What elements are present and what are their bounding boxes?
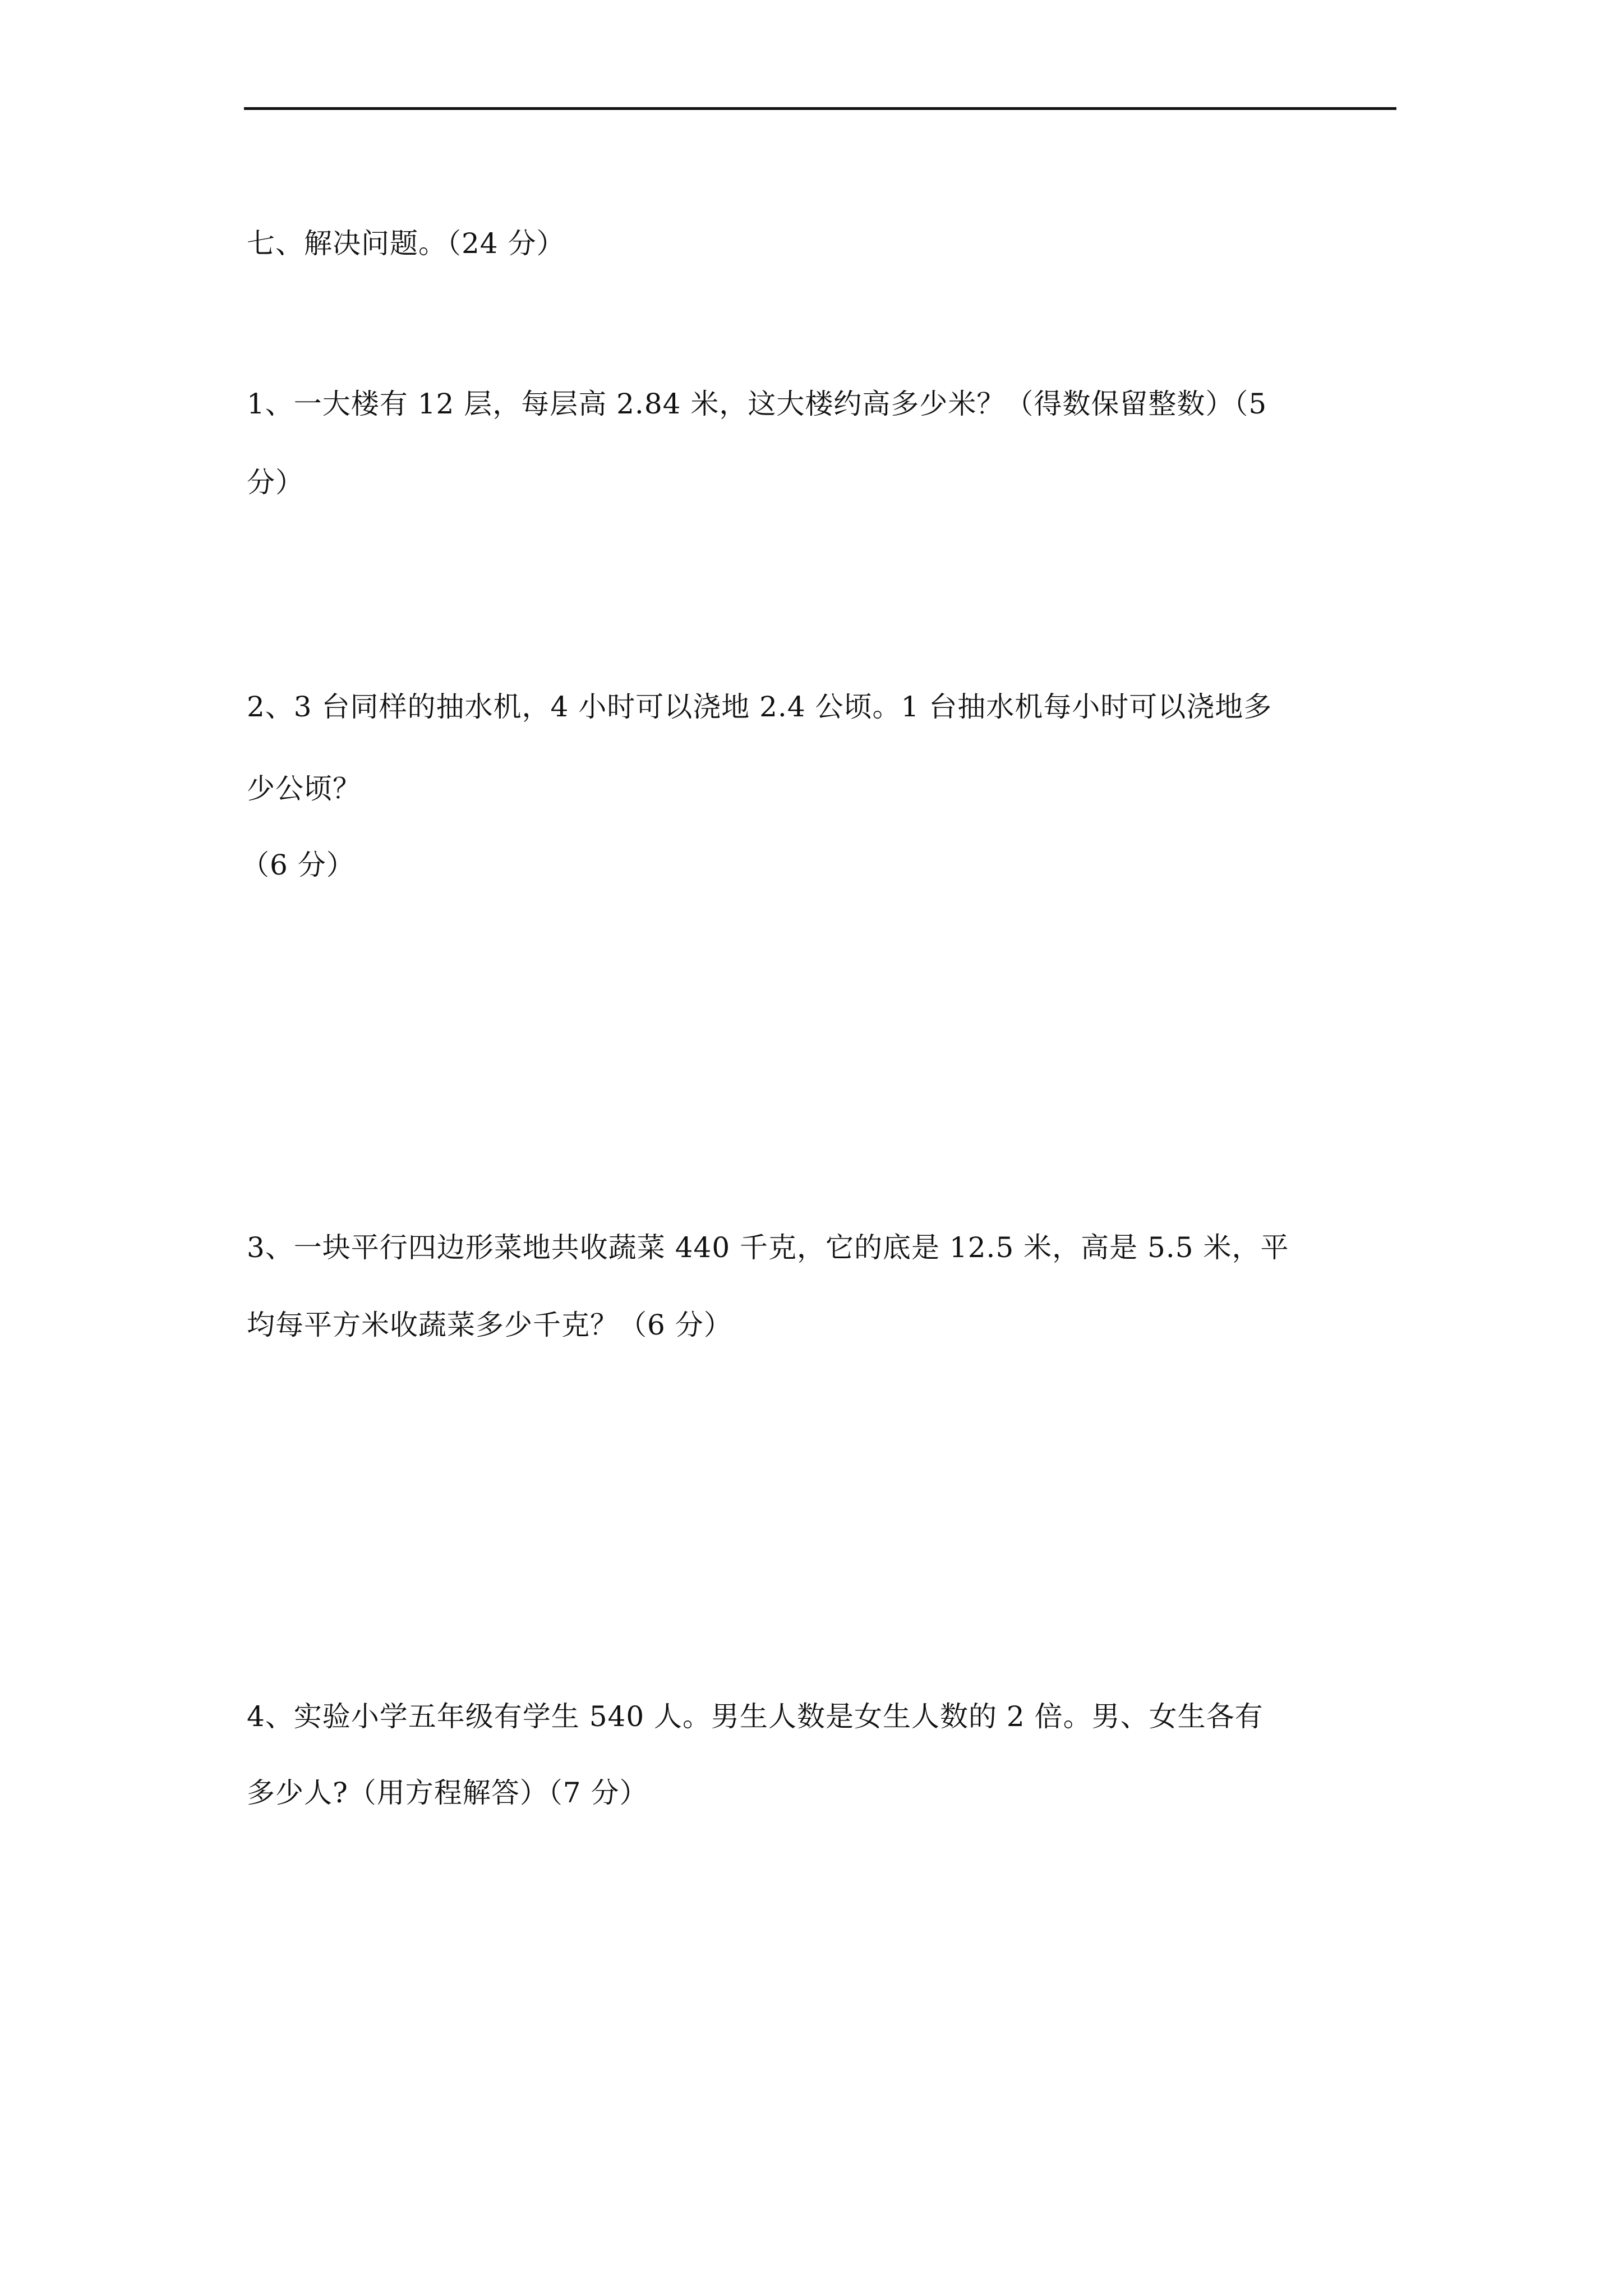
header-rule — [244, 107, 1396, 110]
question-2-line-1: 2、3 台同样的抽水机，4 小时可以浇地 2.4 公顷。1 台抽水机每小时可以浇地多 — [247, 691, 1272, 723]
question-4-line-1: 4、实验小学五年级有学生 540 人。男生人数是女生人数的 2 倍。男、女生各有 — [247, 1700, 1264, 1733]
question-3-line-1: 3、一块平行四边形菜地共收蔬菜 440 千克，它的底是 12.5 米，高是 5.5 米，平 — [247, 1231, 1289, 1264]
question-3-line-2: 均每平方米收蔬菜多少千克？（6 分） — [247, 1309, 732, 1341]
question-4-line-2: 多少人?（用方程解答）（7 分） — [247, 1777, 648, 1809]
question-2-points: （6 分） — [241, 849, 355, 881]
question-1-line-2: 分） — [247, 466, 304, 499]
question-1-line-1: 1、一大楼有 12 层，每层高 2.84 米，这大楼约高多少米？（得数保留整数）（5 — [247, 388, 1267, 420]
question-2-line-2: 少公顷？ — [247, 772, 361, 805]
section-title: 七、解决问题。（24 分） — [247, 227, 565, 260]
